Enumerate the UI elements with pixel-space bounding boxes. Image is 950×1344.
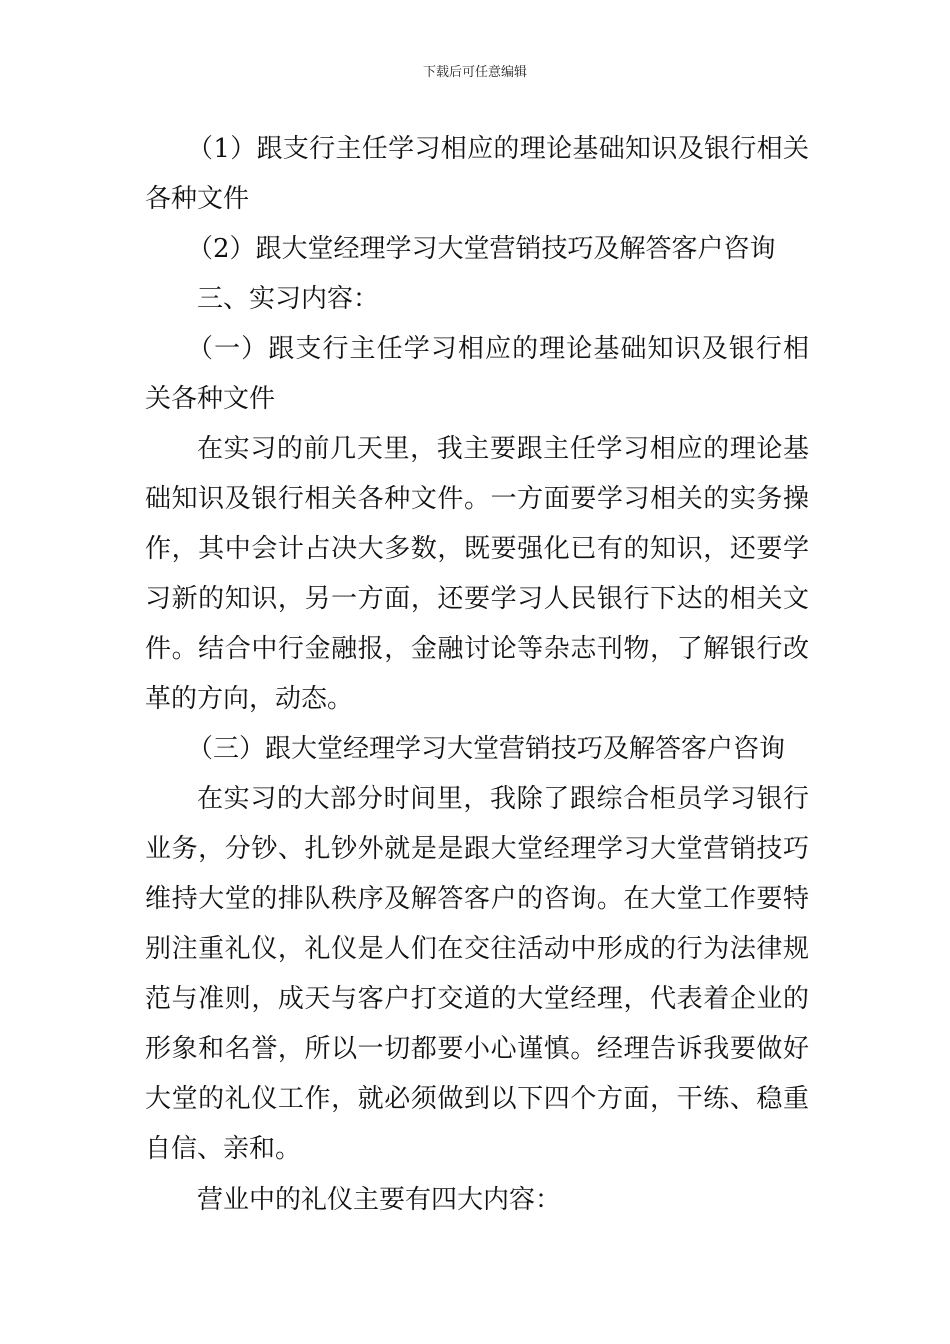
paragraph-5: 在实习的前几天里，我主要跟主任学习相应的理论基础知识及银行相关各种文件。一方面要学习相关的实务操作，其中会计占决大多数，既要强化已有的知识，还要学习新的知识，另一方面，还要学习人民银行下达的相关文件。结合中行金融报，金融讨论等杂志刊物，了解银行改革的方向，动态。: [145, 434, 809, 714]
paragraph-1: （1）跟支行主任学习相应的理论基础知识及银行相关各种文件: [145, 134, 809, 214]
subsection-heading-1: （一）跟支行主任学习相应的理论基础知识及银行相关各种文件: [145, 334, 809, 414]
page-header: 下载后可任意编辑: [422, 65, 527, 80]
paragraph-7: 在实习的大部分时间里，我除了跟综合柜员学习银行业务，分钞、扎钞外就是是跟大堂经理学习大堂营销技巧维持大堂的排队秩序及解答客户的咨询。在大堂工作要特别注重礼仪，礼仪是人们在交往活动中形成的行为法律规范与准则，成天与客户打交道的大堂经理，代表着企业的形象和名誉，所以一切都要小心谨慎。经理告诉我要做好大堂的礼仪工作，就必须做到以下四个方面，干练、稳重自信、亲和。: [145, 784, 809, 1164]
paragraph-2: （2）跟大堂经理学习大堂营销技巧及解答客户咨询: [187, 234, 776, 264]
section-heading: 三、实习内容：: [197, 284, 380, 314]
document-body: [145, 124, 809, 1225]
paragraph-8: 营业中的礼仪主要有四大内容：: [197, 1185, 562, 1215]
subsection-heading-3: （三）跟大堂经理学习大堂营销技巧及解答客户咨询: [187, 734, 786, 764]
